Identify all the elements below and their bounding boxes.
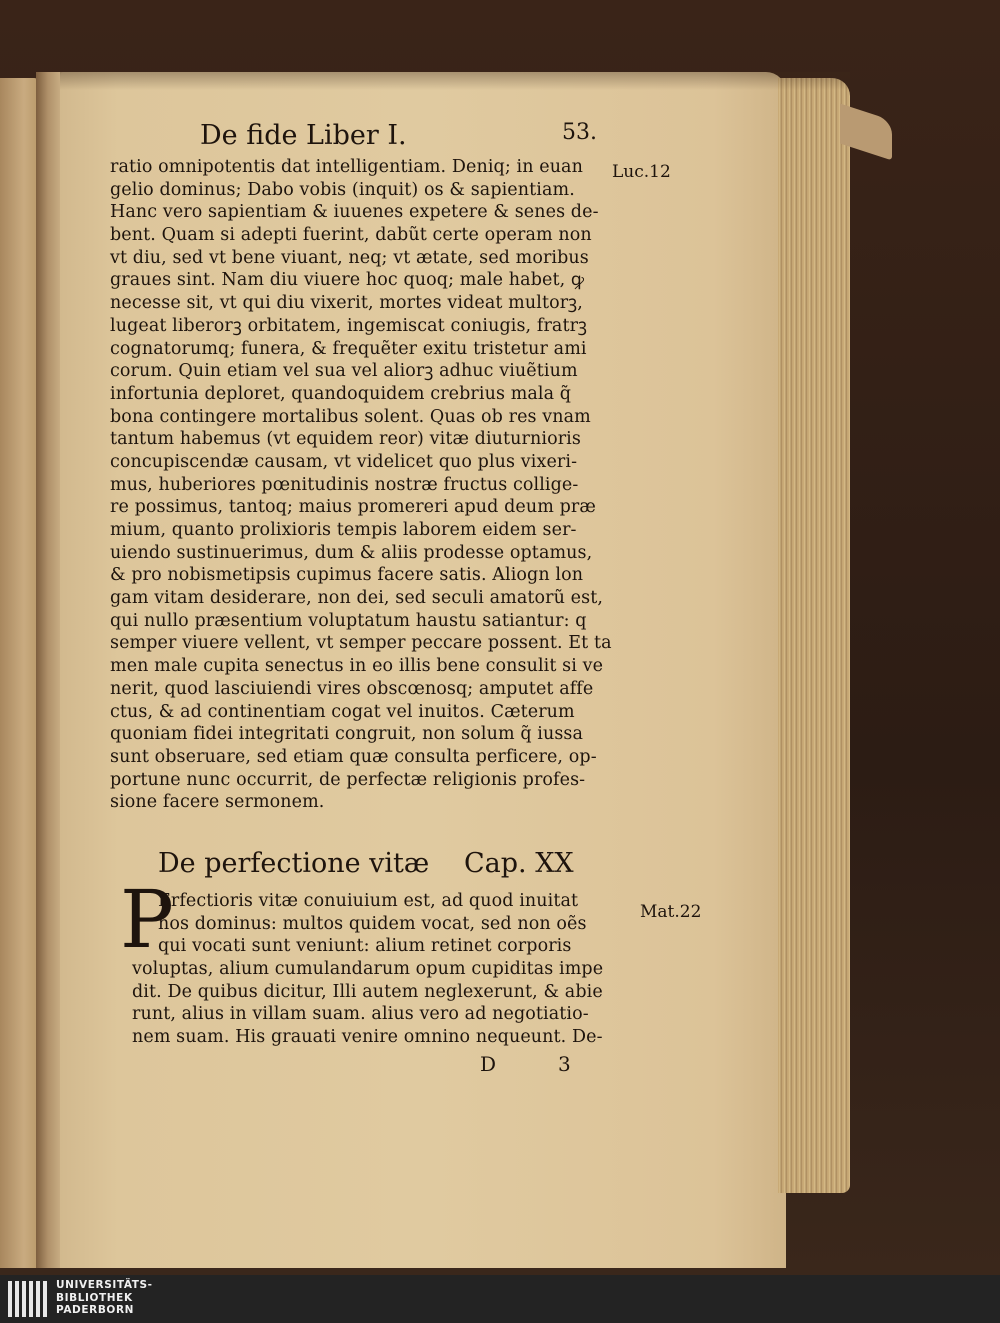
library-name-line-1: UNIVERSITÄTS- <box>56 1279 153 1291</box>
text-line: men male cupita senectus in eo illis bene consulit si ve <box>110 656 604 677</box>
body-text <box>110 156 630 814</box>
text-line: sione facere sermonem. <box>110 792 325 813</box>
text-line: mus, huberiores pœnitudinis nostræ fructus collige- <box>110 474 579 495</box>
signature-number: 3 <box>558 1052 571 1076</box>
library-footer <box>0 1275 1000 1323</box>
library-name-line-2: BIBLIOTHEK <box>56 1291 133 1304</box>
text-line: bent. Quam si adepti fuerint, dabũt certe operam non <box>110 225 592 246</box>
text-line: semper viuere vellent, vt semper peccare possent. Et ta <box>110 633 612 654</box>
text-line: Hanc vero sapientiam & iuuenes expetere & senes de- <box>110 202 599 223</box>
text-line: cognatorumq; funera, & frequẽter exitu tristetur ami <box>110 338 587 359</box>
running-header <box>200 120 597 151</box>
text-line: corum. Quin etiam vel sua vel aliorꝫ adhuc viuẽtium <box>110 361 578 382</box>
text-line: tantum habemus (vt equidem reor) vitæ diuturnioris <box>110 429 581 450</box>
text-line: qui vocati sunt veniunt: alium retinet corporis <box>158 936 572 957</box>
library-logo-icon <box>8 1281 48 1317</box>
text-line: runt, alius in villam suam. alius vero ad negotiatio- <box>132 1004 589 1025</box>
chapter-number: Cap. XX <box>464 848 574 879</box>
margin-note-mat: Mat.22 <box>640 902 702 922</box>
chapter-title: De perfectione vitæ <box>158 848 430 879</box>
chapter-heading <box>158 848 574 879</box>
header-title: De fide Liber I. <box>200 120 407 151</box>
text-line: bona contingere mortalibus solent. Quas ob res vnam <box>110 406 591 427</box>
margin-note-luc: Luc.12 <box>612 162 671 182</box>
text-line: graues sint. Nam diu viuere hoc quoq; male habet, ꝙ <box>110 270 585 291</box>
text-line: uiendo sustinuerimus, dum & aliis prodesse optamus, <box>110 542 593 563</box>
chapter-text <box>132 890 642 1049</box>
library-name-line-3: PADERBORN <box>56 1304 135 1316</box>
page-number: 53. <box>562 120 597 145</box>
text-line: ratio omnipotentis dat intelligentiam. Deniq; in euan <box>110 157 583 177</box>
text-line: quoniam fidei integritati congruit, non solum q̃ iussa <box>110 724 584 745</box>
text-line: lugeat liberorꝫ orbitatem, ingemiscat coniugis, fratrꝫ <box>110 315 588 336</box>
page-shadow <box>60 72 850 90</box>
text-line: voluptas, alium cumulandarum opum cupiditas impe <box>132 959 604 980</box>
text-line: portune nunc occurrit, de perfectæ religionis profes- <box>110 769 586 790</box>
text-line: infortunia deploret, quandoquidem crebrius mala q̃ <box>110 383 572 404</box>
text-line: Erfectioris vitæ conuiuium est, ad quod inuitat <box>158 891 579 911</box>
text-line: qui nullo præsentium voluptatum haustu satiantur: q <box>110 610 587 631</box>
library-name <box>56 1279 153 1317</box>
text-line: sunt obseruare, sed etiam quæ consulta perficere, op- <box>110 746 597 767</box>
text-line: mium, quanto prolixioris tempis laborem eidem ser- <box>110 520 577 540</box>
text-line: vt diu, sed vt bene viuant, neq; vt ætate, sed moribus <box>110 247 589 268</box>
text-line: necesse sit, vt qui diu vixerit, mortes videat multorꝫ, <box>110 293 583 314</box>
text-line: gelio dominus; Dabo vobis (inquit) os & sapientiam. <box>110 179 575 200</box>
left-page-edge <box>0 78 40 1268</box>
text-line: nem suam. His grauati venire omnino nequeunt. De- <box>132 1027 603 1048</box>
text-line: nos dominus: multos quidem vocat, sed non oẽs <box>158 913 587 934</box>
text-line: gam vitam desiderare, non dei, sed seculi amatorũ est, <box>110 588 603 609</box>
page-edges <box>778 78 850 1193</box>
text-line: re possimus, tantoq; maius promereri apud deum præ <box>110 497 596 518</box>
text-line: nerit, quod lasciuiendi vires obscœnosq; amputet affe <box>110 678 594 699</box>
text-line: dit. De quibus dicitur, Illi autem neglexerunt, & abie <box>132 981 603 1002</box>
text-line: concupiscendæ causam, vt videlicet quo plus vixeri- <box>110 451 578 472</box>
signature-mark <box>480 1052 571 1076</box>
text-line: ctus, & ad continentiam cogat vel inuitos. Cæterum <box>110 701 575 722</box>
text-line: & pro nobismetipsis cupimus facere satis. Aliogn lon <box>110 565 584 586</box>
signature-letter: D <box>480 1052 497 1076</box>
drop-cap: P <box>120 873 174 966</box>
